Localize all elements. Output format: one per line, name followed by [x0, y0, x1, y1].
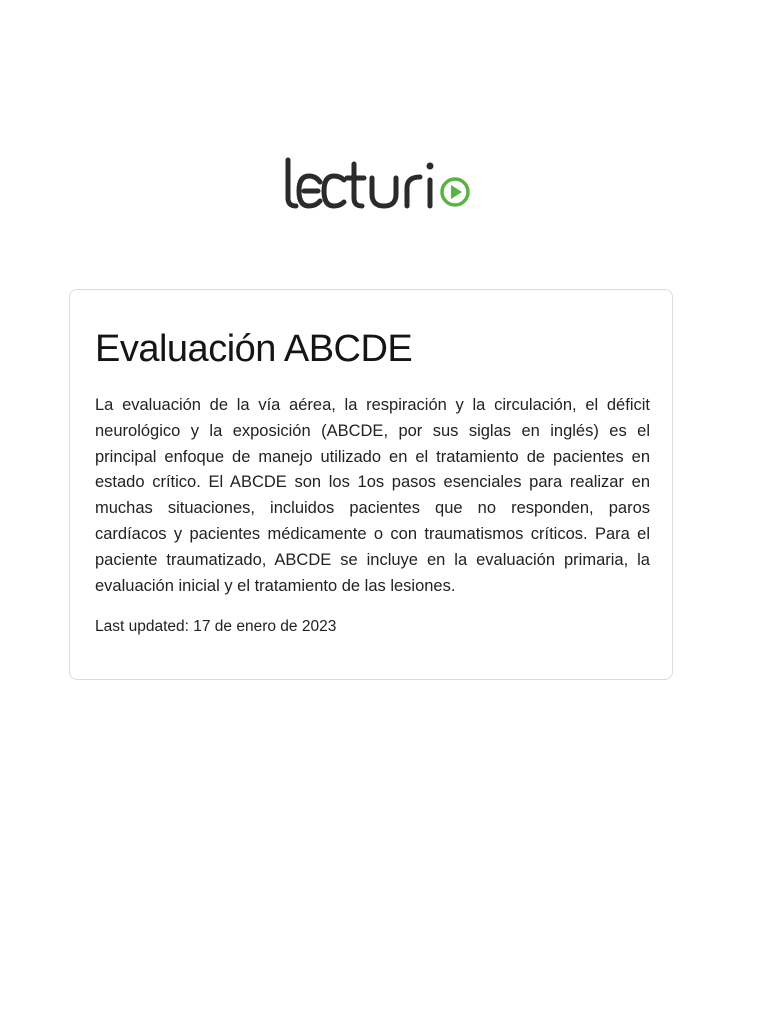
lecturio-logo[interactable] — [284, 156, 486, 212]
article-title: Evaluación ABCDE — [95, 328, 413, 370]
last-updated-text: Last updated: 17 de enero de 2023 — [95, 618, 337, 635]
lecturio-logo-mark — [284, 156, 486, 212]
article-summary: La evaluación de la vía aérea, la respiración y la circulación, el déficit neurológico y la exposición (ABCDE, por sus siglas en inglés) es el principal enfoque de manejo utilizado en el tratamiento de pacientes en estado crítico. El ABCDE son los 1os pasos esenciales para realizar en muchas situaciones, incluidos pacientes que no responden, paros cardíacos y pacientes médicamente o con traumatismos críticos. Para el paciente traumatizado, ABCDE se incluye en la evaluación primaria, la evaluación inicial y el tratamiento de las lesiones. — [95, 396, 650, 595]
article-card — [69, 289, 673, 680]
